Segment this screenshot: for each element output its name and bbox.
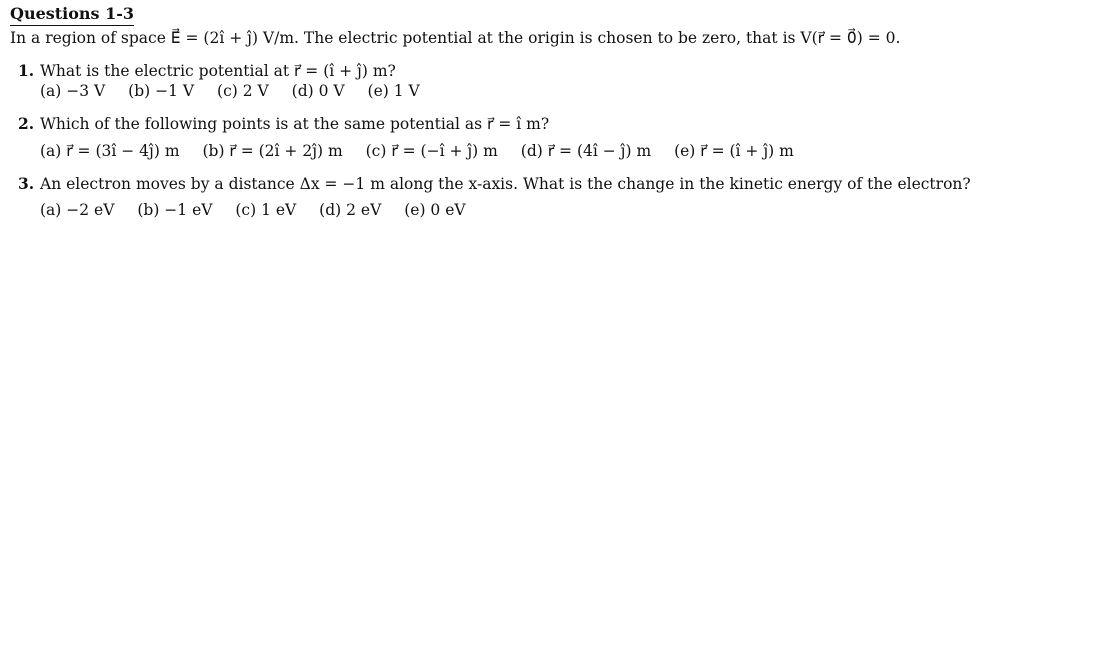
choice-e: (e) r⃗ = (î + ĵ) m — [674, 142, 794, 160]
choice-d: (d) r⃗ = (4î − ĵ) m — [520, 142, 652, 160]
choice-c: (c) r⃗ = (−î + ĵ) m — [365, 142, 498, 160]
question-number: 2. — [18, 114, 35, 133]
question-2-choices — [40, 141, 812, 161]
choice-c: (c) 1 eV — [235, 201, 297, 219]
question-number: 1. — [18, 61, 35, 80]
question-text: What is the electric potential at r⃗ = (î + ĵ) m? — [40, 62, 396, 80]
choice-a: (a) −2 eV — [40, 201, 115, 219]
choice-e: (e) 0 eV — [404, 201, 466, 219]
choice-a: (a) −3 V — [40, 82, 106, 100]
choice-e: (e) 1 V — [367, 82, 420, 100]
question-1 — [18, 61, 396, 81]
question-1-choices — [40, 81, 438, 101]
section-heading: Questions 1-3 — [10, 4, 134, 26]
choice-c: (c) 2 V — [217, 82, 269, 100]
question-3-choices — [40, 200, 484, 220]
question-3 — [18, 174, 971, 194]
choice-a: (a) r⃗ = (3î − 4ĵ) m — [40, 142, 180, 160]
question-number: 3. — [18, 174, 35, 193]
choice-d: (d) 2 eV — [319, 201, 382, 219]
choice-b: (b) −1 V — [128, 82, 195, 100]
choice-b: (b) r⃗ = (2î + 2ĵ) m — [202, 142, 343, 160]
intro-paragraph: In a region of space E⃗ = (2î + ĵ) V/m. The electric potential at the origin is chosen to be zero, that is V(r⃗ = 0⃗) = 0. — [10, 29, 901, 47]
choice-d: (d) 0 V — [291, 82, 345, 100]
question-text: An electron moves by a distance Δx = −1 m along the x-axis. What is the change in the kinetic energy of the electron? — [40, 175, 971, 193]
question-2 — [18, 114, 549, 134]
question-text: Which of the following points is at the same potential as r⃗ = î m? — [40, 115, 550, 133]
choice-b: (b) −1 eV — [137, 201, 213, 219]
